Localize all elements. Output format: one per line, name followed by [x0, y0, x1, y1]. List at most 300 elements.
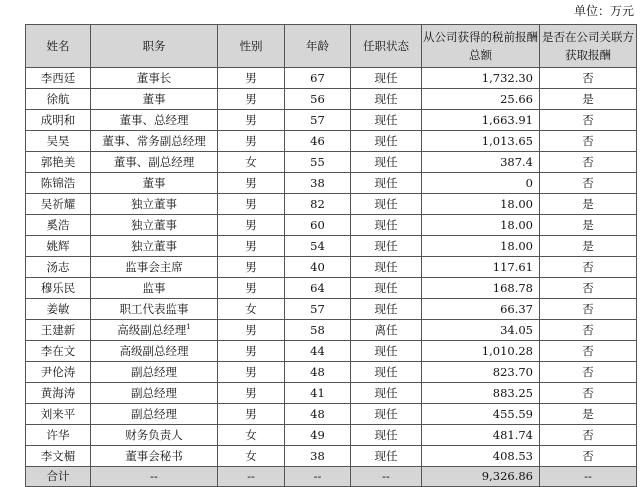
cell-gender — [218, 173, 285, 194]
cell-position-text: 董事、总经理 — [119, 112, 189, 127]
cell-name-text: 李西廷 — [40, 70, 76, 85]
cell-status — [351, 173, 422, 194]
cell-name-text: 吴祈耀 — [40, 196, 76, 211]
cell-age — [285, 173, 351, 194]
header-position: 职务 — [91, 25, 218, 68]
cell-name-text: 吴昊 — [46, 133, 70, 148]
cell-name-text: 姜敏 — [46, 301, 70, 316]
cell-gender — [218, 404, 285, 425]
cell-status — [351, 215, 422, 236]
cell-gender-text: 男 — [245, 364, 257, 379]
cell-status-text: 现任 — [374, 70, 398, 85]
cell-gender-text: 男 — [245, 91, 257, 106]
cell-name-text: 徐航 — [46, 91, 70, 106]
cell-age-text: 40 — [310, 259, 325, 274]
cell-name — [26, 404, 91, 425]
cell-position — [91, 131, 218, 152]
cell-related-text: 是 — [582, 217, 594, 232]
cell-name — [26, 278, 91, 299]
cell-position-text: 董事 — [142, 175, 166, 190]
table-row — [26, 446, 637, 467]
table-row — [26, 404, 637, 425]
cell-pay — [422, 89, 540, 110]
cell-pay — [422, 299, 540, 320]
cell-status — [351, 152, 422, 173]
cell-status-text: 现任 — [374, 343, 398, 358]
cell-status-text: 现任 — [374, 406, 398, 421]
cell-name — [26, 383, 91, 404]
cell-position — [91, 236, 218, 257]
cell-age-text: 82 — [310, 196, 325, 211]
cell-position — [91, 299, 218, 320]
footnote-marker: 1 — [186, 322, 191, 331]
cell-name-text: 许华 — [46, 427, 70, 442]
cell-position-text: 高级副总经理 — [119, 343, 189, 358]
cell-gender — [218, 383, 285, 404]
cell-related-text: 否 — [582, 280, 594, 295]
cell-related-text: 否 — [582, 112, 594, 127]
cell-position-text: 独立董事 — [131, 217, 177, 232]
cell-position-text: 董事、常务副总经理 — [102, 133, 206, 148]
cell-related — [540, 362, 637, 383]
cell-age — [285, 404, 351, 425]
cell-status — [351, 131, 422, 152]
cell-age — [285, 152, 351, 173]
cell-pay-text: 1,663.91 — [481, 112, 533, 127]
cell-pay-text: 408.53 — [492, 448, 533, 463]
cell-name — [26, 194, 91, 215]
cell-position — [91, 446, 218, 467]
cell-pay-text: 168.78 — [492, 280, 533, 295]
cell-gender-text: 男 — [245, 280, 257, 295]
cell-name — [26, 89, 91, 110]
cell-related-text: 是 — [582, 406, 594, 421]
cell-gender — [218, 68, 285, 89]
table-row — [26, 236, 637, 257]
cell-gender-text: 男 — [245, 112, 257, 127]
table-header-row — [26, 25, 637, 68]
table-row — [26, 341, 637, 362]
cell-name — [26, 425, 91, 446]
cell-name — [26, 299, 91, 320]
cell-age — [285, 299, 351, 320]
table-row — [26, 320, 637, 341]
cell-status — [351, 236, 422, 257]
cell-pay — [422, 404, 540, 425]
cell-pay-text: 1,013.65 — [481, 133, 533, 148]
table-row — [26, 89, 637, 110]
header-related: 是否在公司关联方获取报酬 — [540, 25, 637, 68]
cell-age-text: 44 — [310, 343, 325, 358]
cell-gender — [218, 341, 285, 362]
cell-related — [540, 173, 637, 194]
cell-status — [351, 68, 422, 89]
cell-name-text: 姚辉 — [46, 238, 70, 253]
cell-age-text: 56 — [310, 91, 325, 106]
cell-position — [91, 152, 218, 173]
cell-position-text: 董事 — [142, 91, 166, 106]
table-row — [26, 257, 637, 278]
cell-pay — [422, 131, 540, 152]
cell-status-text: 现任 — [374, 385, 398, 400]
cell-gender — [218, 110, 285, 131]
total-status: -- — [351, 467, 422, 487]
executive-compensation-table — [25, 24, 637, 487]
cell-gender — [218, 215, 285, 236]
cell-position-text: 副总经理 — [131, 406, 177, 421]
cell-name — [26, 236, 91, 257]
cell-pay-text: 481.74 — [492, 427, 533, 442]
cell-pay-text: 883.25 — [492, 385, 533, 400]
cell-position-text: 职工代表监事 — [119, 301, 189, 316]
cell-status — [351, 425, 422, 446]
header-name: 姓名 — [26, 25, 91, 68]
cell-position — [91, 215, 218, 236]
cell-gender — [218, 194, 285, 215]
cell-gender — [218, 362, 285, 383]
cell-related-text: 否 — [582, 154, 594, 169]
cell-name-text: 刘来平 — [40, 406, 76, 421]
cell-pay — [422, 152, 540, 173]
cell-status — [351, 110, 422, 131]
cell-related-text: 否 — [582, 133, 594, 148]
cell-position — [91, 320, 218, 341]
cell-age — [285, 257, 351, 278]
cell-position-text: 监事 — [142, 280, 166, 295]
cell-pay-text: 25.66 — [500, 91, 533, 106]
cell-position — [91, 110, 218, 131]
cell-gender-text: 男 — [245, 217, 257, 232]
cell-related-text: 否 — [582, 364, 594, 379]
cell-age-text: 64 — [310, 280, 325, 295]
cell-gender-text: 男 — [245, 406, 257, 421]
total-label: 合计 — [26, 467, 91, 487]
cell-position-text: 高级副总经理 — [117, 322, 187, 337]
cell-gender-text: 男 — [245, 196, 257, 211]
cell-related-text: 否 — [582, 322, 594, 337]
cell-status-text: 现任 — [374, 154, 398, 169]
cell-status-text: 现任 — [374, 259, 398, 274]
table-row — [26, 299, 637, 320]
cell-gender-text: 男 — [245, 385, 257, 400]
cell-status — [351, 362, 422, 383]
cell-position-text: 董事、副总经理 — [113, 154, 195, 169]
total-pay: 9,326.86 — [422, 467, 540, 487]
cell-status-text: 现任 — [374, 217, 398, 232]
cell-pay — [422, 215, 540, 236]
header-status: 任职状态 — [351, 25, 422, 68]
cell-age — [285, 110, 351, 131]
cell-age — [285, 425, 351, 446]
cell-pay-text: 18.00 — [500, 196, 533, 211]
cell-name — [26, 152, 91, 173]
cell-age-text: 48 — [310, 406, 325, 421]
cell-name-text: 成明和 — [40, 112, 76, 127]
cell-related — [540, 236, 637, 257]
cell-age — [285, 131, 351, 152]
cell-pay — [422, 383, 540, 404]
cell-position-text: 独立董事 — [131, 238, 177, 253]
cell-name — [26, 320, 91, 341]
cell-related — [540, 299, 637, 320]
cell-gender-text: 男 — [245, 259, 257, 274]
cell-related — [540, 425, 637, 446]
cell-pay — [422, 110, 540, 131]
cell-pay-text: 387.4 — [500, 154, 533, 169]
cell-position — [91, 278, 218, 299]
total-position: -- — [91, 467, 218, 487]
cell-gender-text: 女 — [245, 448, 257, 463]
cell-gender — [218, 278, 285, 299]
cell-status-text: 现任 — [374, 427, 398, 442]
cell-position — [91, 341, 218, 362]
cell-name — [26, 173, 91, 194]
cell-related-text: 否 — [582, 259, 594, 274]
header-gender: 性别 — [218, 25, 285, 68]
cell-status — [351, 299, 422, 320]
cell-gender — [218, 89, 285, 110]
table-row — [26, 362, 637, 383]
cell-age-text: 60 — [310, 217, 325, 232]
cell-name — [26, 215, 91, 236]
cell-pay-text: 18.00 — [500, 238, 533, 253]
table-row — [26, 383, 637, 404]
cell-pay — [422, 236, 540, 257]
cell-pay-text: 117.61 — [492, 259, 533, 274]
cell-status — [351, 194, 422, 215]
cell-related — [540, 215, 637, 236]
cell-name-text: 王建新 — [40, 322, 76, 337]
cell-age — [285, 446, 351, 467]
cell-age-text: 57 — [310, 301, 325, 316]
table-row — [26, 110, 637, 131]
cell-age-text: 41 — [310, 385, 325, 400]
cell-pay-text: 18.00 — [500, 217, 533, 232]
cell-age-text: 49 — [310, 427, 325, 442]
cell-position — [91, 362, 218, 383]
cell-gender-text: 男 — [245, 238, 257, 253]
cell-pay-text: 1,010.28 — [481, 343, 533, 358]
cell-position — [91, 194, 218, 215]
cell-age-text: 55 — [310, 154, 325, 169]
cell-status-text: 现任 — [374, 280, 398, 295]
cell-pay — [422, 425, 540, 446]
cell-position-text: 副总经理 — [131, 385, 177, 400]
table-row — [26, 278, 637, 299]
cell-status-text: 现任 — [374, 364, 398, 379]
table-row — [26, 215, 637, 236]
cell-status-text: 现任 — [374, 448, 398, 463]
cell-name — [26, 131, 91, 152]
cell-age — [285, 341, 351, 362]
cell-age-text: 58 — [310, 322, 325, 337]
cell-position — [91, 425, 218, 446]
cell-name-text: 李在文 — [40, 343, 76, 358]
cell-gender-text: 男 — [245, 133, 257, 148]
cell-gender-text: 男 — [245, 70, 257, 85]
cell-age-text: 67 — [310, 70, 325, 85]
cell-position — [91, 404, 218, 425]
cell-pay-text: 1,732.30 — [481, 70, 533, 85]
cell-age-text: 57 — [310, 112, 325, 127]
cell-pay — [422, 320, 540, 341]
cell-gender — [218, 152, 285, 173]
cell-name-text: 奚浩 — [46, 217, 70, 232]
table-row — [26, 425, 637, 446]
cell-age — [285, 89, 351, 110]
cell-age-text: 48 — [310, 364, 325, 379]
cell-pay-text: 455.59 — [492, 406, 533, 421]
cell-name-text: 汤志 — [46, 259, 70, 274]
cell-gender — [218, 257, 285, 278]
header-pay: 从公司获得的税前报酬总额 — [422, 25, 540, 68]
cell-status — [351, 89, 422, 110]
cell-name-text: 陈锦浩 — [40, 175, 76, 190]
cell-status — [351, 404, 422, 425]
cell-status-text: 现任 — [374, 112, 398, 127]
cell-age — [285, 383, 351, 404]
cell-gender — [218, 446, 285, 467]
unit-label: 单位：万元 — [573, 4, 634, 18]
cell-pay — [422, 173, 540, 194]
cell-age-text: 46 — [310, 133, 325, 148]
cell-status — [351, 383, 422, 404]
cell-pay-text: 34.05 — [500, 322, 533, 337]
cell-related — [540, 278, 637, 299]
cell-related-text: 是 — [582, 238, 594, 253]
cell-name — [26, 110, 91, 131]
cell-name — [26, 341, 91, 362]
cell-status-text: 现任 — [374, 91, 398, 106]
cell-related — [540, 131, 637, 152]
cell-gender — [218, 131, 285, 152]
cell-age — [285, 278, 351, 299]
cell-status — [351, 341, 422, 362]
cell-position — [91, 383, 218, 404]
cell-related — [540, 89, 637, 110]
cell-related — [540, 341, 637, 362]
cell-related — [540, 110, 637, 131]
cell-pay — [422, 68, 540, 89]
cell-age-text: 38 — [310, 448, 325, 463]
cell-status-text: 离任 — [374, 322, 398, 337]
header-age: 年龄 — [285, 25, 351, 68]
cell-related — [540, 194, 637, 215]
table-row — [26, 152, 637, 173]
cell-name — [26, 257, 91, 278]
cell-position-text: 监事会主席 — [125, 259, 183, 274]
cell-related-text: 是 — [582, 196, 594, 211]
cell-age — [285, 362, 351, 383]
cell-related-text: 否 — [582, 175, 594, 190]
cell-name-text: 李文楣 — [40, 448, 76, 463]
cell-status — [351, 320, 422, 341]
cell-age — [285, 68, 351, 89]
cell-name — [26, 68, 91, 89]
cell-related — [540, 404, 637, 425]
cell-name-text: 郭艳美 — [40, 154, 76, 169]
cell-pay — [422, 446, 540, 467]
table-row — [26, 173, 637, 194]
cell-gender-text: 女 — [245, 154, 257, 169]
cell-position-text: 董事长 — [136, 70, 172, 85]
cell-status-text: 现任 — [374, 301, 398, 316]
cell-position-text: 独立董事 — [131, 196, 177, 211]
cell-related-text: 否 — [582, 70, 594, 85]
cell-pay — [422, 278, 540, 299]
cell-gender — [218, 299, 285, 320]
cell-age — [285, 215, 351, 236]
cell-position-text: 财务负责人 — [125, 427, 183, 442]
cell-gender-text: 男 — [245, 175, 257, 190]
cell-status-text: 现任 — [374, 175, 398, 190]
cell-name — [26, 362, 91, 383]
cell-name — [26, 446, 91, 467]
total-gender: -- — [218, 467, 285, 487]
cell-position — [91, 173, 218, 194]
cell-name-text: 尹伦涛 — [40, 364, 76, 379]
cell-related-text: 是 — [582, 91, 594, 106]
cell-related — [540, 320, 637, 341]
cell-pay — [422, 341, 540, 362]
cell-pay-text: 823.70 — [492, 364, 533, 379]
cell-gender-text: 男 — [245, 343, 257, 358]
cell-related — [540, 152, 637, 173]
total-row — [26, 467, 637, 487]
cell-position-text: 副总经理 — [131, 364, 177, 379]
cell-related — [540, 68, 637, 89]
cell-pay — [422, 257, 540, 278]
cell-gender — [218, 320, 285, 341]
cell-position — [91, 257, 218, 278]
cell-related-text: 否 — [582, 385, 594, 400]
cell-status-text: 现任 — [374, 238, 398, 253]
cell-pay — [422, 194, 540, 215]
cell-age — [285, 320, 351, 341]
cell-status — [351, 278, 422, 299]
cell-related — [540, 383, 637, 404]
cell-age-text: 54 — [310, 238, 325, 253]
cell-position-text: 董事会秘书 — [125, 448, 183, 463]
cell-age-text: 38 — [310, 175, 325, 190]
cell-age — [285, 194, 351, 215]
cell-related-text: 否 — [582, 448, 594, 463]
cell-status — [351, 257, 422, 278]
total-age: -- — [285, 467, 351, 487]
cell-position — [91, 68, 218, 89]
cell-gender-text: 女 — [245, 301, 257, 316]
cell-pay — [422, 362, 540, 383]
cell-status-text: 现任 — [374, 196, 398, 211]
total-related: -- — [540, 467, 637, 487]
cell-related-text: 否 — [582, 427, 594, 442]
cell-gender — [218, 236, 285, 257]
cell-related-text: 否 — [582, 301, 594, 316]
table-row — [26, 68, 637, 89]
cell-name-text: 穆乐民 — [40, 280, 76, 295]
table-row — [26, 194, 637, 215]
cell-gender-text: 男 — [245, 322, 257, 337]
cell-gender-text: 女 — [245, 427, 257, 442]
cell-position — [91, 89, 218, 110]
cell-status — [351, 446, 422, 467]
cell-pay-text: 66.37 — [500, 301, 533, 316]
cell-age — [285, 236, 351, 257]
cell-pay-text: 0 — [525, 175, 533, 190]
cell-related — [540, 446, 637, 467]
cell-related — [540, 257, 637, 278]
cell-name-text: 黄海涛 — [40, 385, 76, 400]
